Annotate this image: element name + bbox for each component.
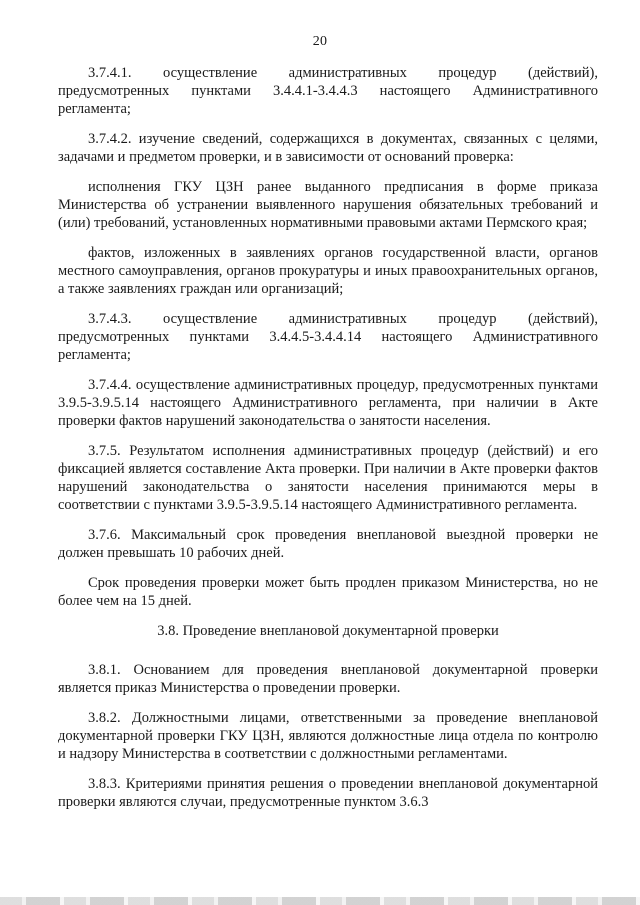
paragraph-3-7-4-3: 3.7.4.3. осуществление административных процедур (действий), предусмотренных пунктами 3.4.4.5-3.4.4.14 настоящего Административного регламента; (58, 311, 598, 363)
page-number: 20 (312, 34, 328, 49)
paragraph-prescription-execution: исполнения ГКУ ЦЗН ранее выданного предписания в форме приказа Министерства об устранении выявленного нарушения обязательных требований и (или) требований, установленных нормативными правовыми актами Пермского края; (58, 179, 598, 231)
paragraph-3-8-2: 3.8.2. Должностными лицами, ответственными за проведение внеплановой документарной проверки ГКУ ЦЗН, являются должностные лица отдела по контролю и надзору Министерства в соответствии с должностными регламентами. (58, 710, 598, 762)
paragraph-3-7-4-1: 3.7.4.1. осуществление административных процедур (действий), предусмотренных пунктами 3.4.4.1-3.4.4.3 настоящего Административного регламента; (58, 65, 598, 117)
paragraph-3-7-6: 3.7.6. Максимальный срок проведения внеплановой выездной проверки не должен превышать 10 рабочих дней. (58, 527, 598, 561)
paragraph-facts-in-statements: фактов, изложенных в заявлениях органов государственной власти, органов местного самоуправления, органов прокуратуры и иных правоохранительных органов, а также заявлениях граждан или организаций; (58, 245, 598, 297)
paragraph-3-7-4-4: 3.7.4.4. осуществление административных процедур, предусмотренных пунктами 3.9.5-3.9.5.14 настоящего Административного регламента, при наличии в Акте проверки фактов нарушений законодательства о занятости населения. (58, 377, 598, 429)
paragraph-extension: Срок проведения проверки может быть продлен приказом Министерства, но не более чем на 15 дней. (58, 575, 598, 609)
document-body (58, 64, 598, 822)
paragraph-3-7-5: 3.7.5. Результатом исполнения административных процедур (действий) и его фиксацией является составление Акта проверки. При наличии в Акте проверки фактов нарушений законодательства о занятости населения принимаются меры в соответствии с пунктами 3.9.5-3.9.5.14 настоящего Административного регламента. (58, 443, 598, 513)
paragraph-3-8-3: 3.8.3. Критериями принятия решения о проведении внеплановой документарной проверки являются случаи, предусмотренные пунктом 3.6.3 (58, 776, 598, 810)
section-heading-3-8: 3.8. Проведение внеплановой документарной проверки (157, 623, 499, 639)
paragraph-3-8-1: 3.8.1. Основанием для проведения внеплановой документарной проверки является приказ Министерства о проведении проверки. (58, 662, 598, 696)
scan-bottom-edge (0, 897, 640, 905)
paragraph-3-7-4-2: 3.7.4.2. изучение сведений, содержащихся в документах, связанных с целями, задачами и предметом проверки, и в зависимости от оснований проверка: (58, 131, 598, 165)
